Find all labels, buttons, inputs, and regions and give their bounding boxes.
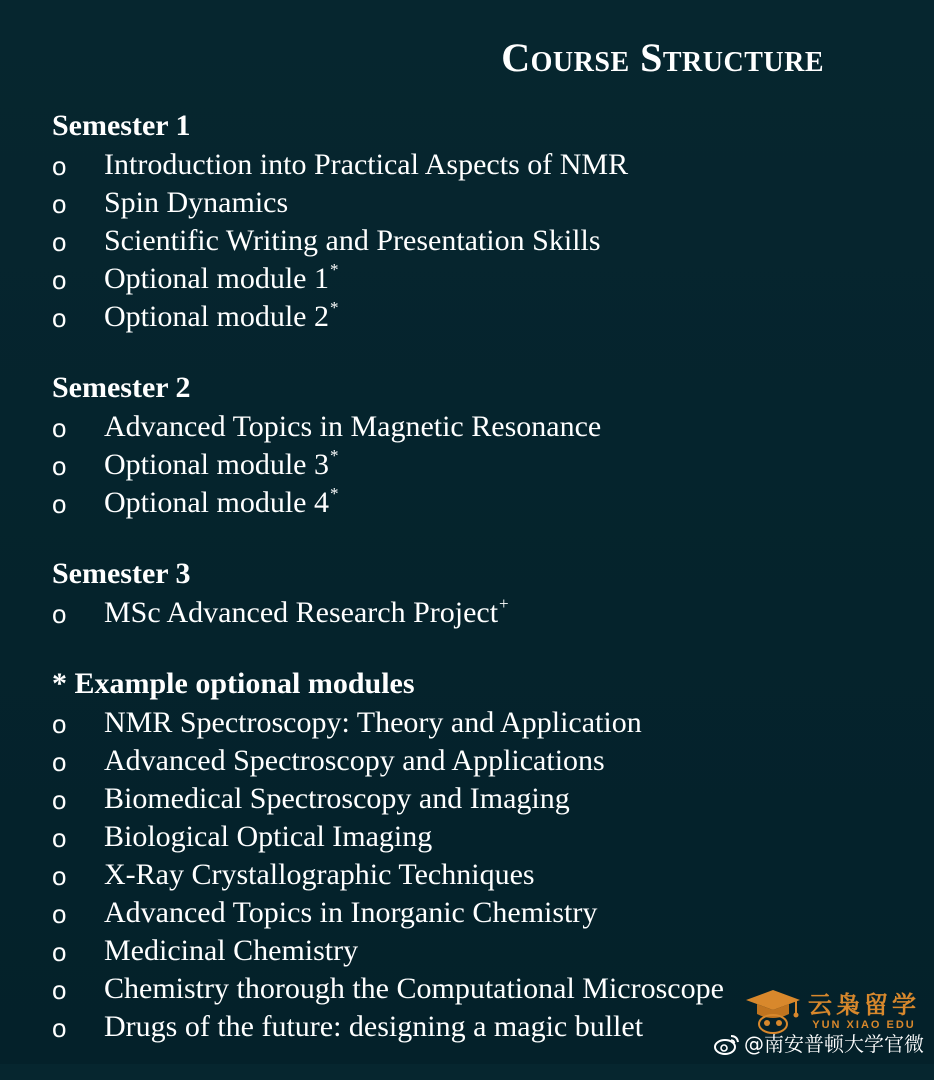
bullet-icon: o <box>52 413 67 443</box>
list-item <box>52 484 912 522</box>
footnote-mark: * <box>329 484 339 503</box>
footnote-mark: + <box>499 594 509 613</box>
list-item <box>52 704 912 742</box>
list-item <box>52 298 912 336</box>
watermark-chinese: 云枭留学 <box>808 991 920 1019</box>
list-item <box>52 222 912 260</box>
bullet-icon: o <box>52 265 67 295</box>
bullet-icon: o <box>52 899 67 929</box>
bullet-icon: o <box>52 151 67 181</box>
section-heading: * Example optional modules <box>52 667 415 700</box>
bullet-icon: o <box>52 861 67 891</box>
footnote-mark: * <box>329 446 339 465</box>
section-3 <box>52 556 912 632</box>
module-name: Biological Optical Imaging <box>104 820 433 853</box>
bullet-icon: o <box>52 937 67 967</box>
module-name: Introduction into Practical Aspects of NMR <box>104 148 629 181</box>
module-name: Optional module 1 <box>104 262 329 295</box>
module-name: Optional module 3 <box>104 448 329 481</box>
module-name: X-Ray Crystallographic Techniques <box>104 858 535 891</box>
course-structure <box>52 108 912 1080</box>
bullet-icon: o <box>52 709 67 739</box>
list-item <box>52 184 912 222</box>
module-name: Drugs of the future: designing a magic bullet <box>104 1010 644 1043</box>
module-name: Spin Dynamics <box>104 186 289 219</box>
list-item <box>52 446 912 484</box>
bullet-icon: o <box>52 823 67 853</box>
module-name: MSc Advanced Research Project <box>104 596 499 629</box>
module-name: Optional module 4 <box>104 486 329 519</box>
weibo-handle: @南安普顿大学官微 <box>744 1032 924 1056</box>
module-name: Advanced Spectroscopy and Applications <box>104 744 605 777</box>
module-name: Medicinal Chemistry <box>104 934 359 967</box>
module-name: Biomedical Spectroscopy and Imaging <box>104 782 570 815</box>
watermark <box>744 988 920 1034</box>
section-2 <box>52 370 912 522</box>
list-item <box>52 146 912 184</box>
weibo-icon <box>714 1033 740 1055</box>
list-item <box>52 780 912 818</box>
footnote-mark: * <box>329 260 339 279</box>
watermark-english: YUN XIAO EDU <box>812 1019 916 1031</box>
module-name: Optional module 2 <box>104 300 329 333</box>
bullet-icon: o <box>52 785 67 815</box>
module-name: Scientific Writing and Presentation Skills <box>104 224 601 257</box>
list-item <box>52 742 912 780</box>
bullet-icon: o <box>52 1013 67 1043</box>
bullet-icon: o <box>52 303 67 333</box>
module-name: Chemistry thorough the Computational Microscope <box>104 972 724 1005</box>
list-item <box>52 594 912 632</box>
bullet-icon: o <box>52 975 67 1005</box>
footnote-mark: * <box>329 298 339 317</box>
bullet-icon: o <box>52 599 67 629</box>
module-list <box>52 146 912 336</box>
list-item <box>52 260 912 298</box>
bullet-icon: o <box>52 451 67 481</box>
bullet-icon: o <box>52 489 67 519</box>
module-name: NMR Spectroscopy: Theory and Application <box>104 706 642 739</box>
module-list <box>52 594 912 632</box>
list-item <box>52 818 912 856</box>
section-1 <box>52 108 912 336</box>
module-name: Advanced Topics in Magnetic Resonance <box>104 410 602 443</box>
list-item <box>52 932 912 970</box>
graduation-cap-owl-icon <box>744 988 802 1034</box>
page-title: Course Structure <box>501 35 824 80</box>
section-heading: Semester 3 <box>52 557 191 590</box>
module-list <box>52 408 912 522</box>
module-name: Advanced Topics in Inorganic Chemistry <box>104 896 598 929</box>
section-heading: Semester 1 <box>52 109 191 142</box>
list-item <box>52 856 912 894</box>
weibo-credit <box>714 1032 924 1056</box>
list-item <box>52 408 912 446</box>
bullet-icon: o <box>52 227 67 257</box>
section-heading: Semester 2 <box>52 371 191 404</box>
bullet-icon: o <box>52 189 67 219</box>
list-item <box>52 894 912 932</box>
bullet-icon: o <box>52 747 67 777</box>
